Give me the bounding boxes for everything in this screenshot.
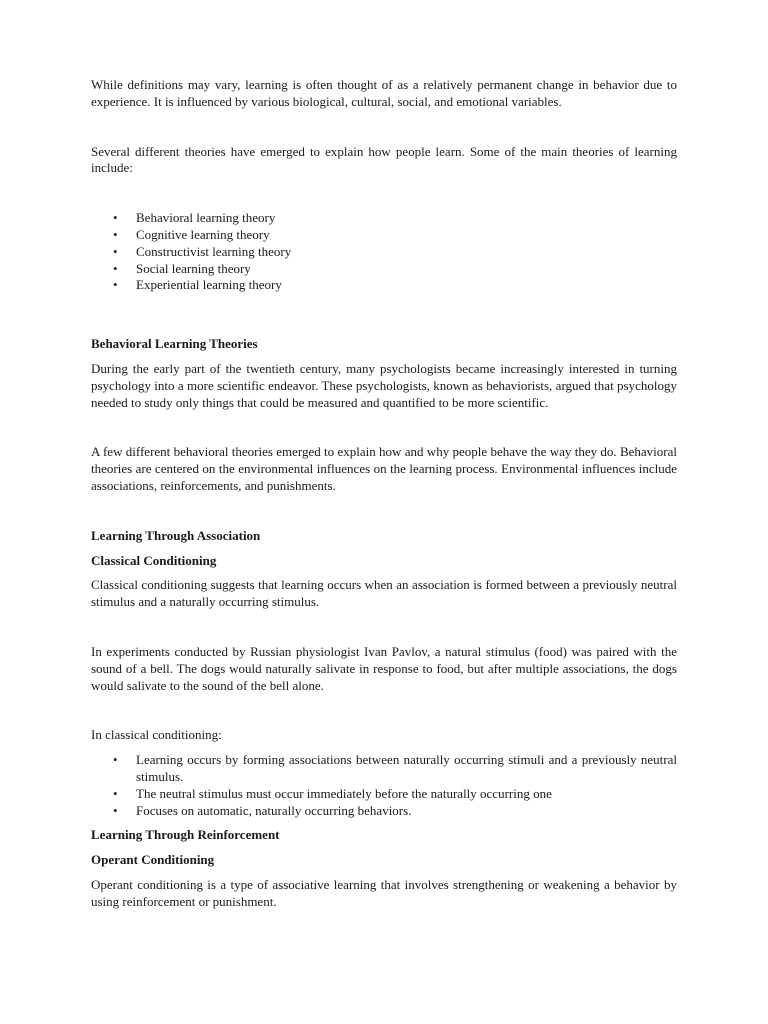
document-page <box>91 77 677 911</box>
bullet-icon: • <box>113 785 118 801</box>
list-item: • Constructivist learning theory <box>113 243 292 259</box>
bullet-icon: • <box>113 260 118 276</box>
list-item: • Focuses on automatic, naturally occurring behaviors. <box>113 802 412 818</box>
classical-conditioning-paragraph: Classical conditioning suggests that learning occurs when an association is formed between a previously neutral stimulus and a naturally occurring stimulus. <box>91 577 677 610</box>
classical-conditioning-heading: Classical Conditioning <box>91 552 217 568</box>
reinforcement-heading: Learning Through Reinforcement <box>91 827 280 843</box>
bullet-icon: • <box>113 277 118 293</box>
behavioral-paragraph: During the early part of the twentieth century, many psychologists became increasingly interested in turning psychology into a more scientific endeavor. These psychologists, known as behaviorists, argued that psychology needed to study only things that could be measured and quantified to be more scientific. <box>91 360 677 410</box>
theories-intro-paragraph: Several different theories have emerged to explain how people learn. Some of the main theories of learning include: <box>91 143 677 176</box>
list-item: • Learning occurs by forming associations between naturally occurring stimuli and a previously neutral stimulus. <box>113 752 677 784</box>
list-item: • Social learning theory <box>113 260 251 276</box>
bullet-icon: • <box>113 752 118 768</box>
bullet-icon: • <box>113 210 118 226</box>
list-item: • Experiential learning theory <box>113 277 282 293</box>
bullet-icon: • <box>113 243 118 259</box>
association-heading: Learning Through Association <box>91 527 261 543</box>
behavioral-heading: Behavioral Learning Theories <box>91 336 258 352</box>
behavioral-theories-paragraph: A few different behavioral theories emerged to explain how and why people behave the way they do. Behavioral theories are centered on the environmental influences on the learning process. Environmental influences include associations, reinforcements, and punishments. <box>91 444 677 493</box>
list-item: • Cognitive learning theory <box>113 226 270 242</box>
operant-conditioning-heading: Operant Conditioning <box>91 852 215 868</box>
operant-conditioning-paragraph: Operant conditioning is a type of associative learning that involves strengthening or weakening a behavior by using reinforcement or punishment. <box>91 876 677 909</box>
bullet-icon: • <box>113 802 118 818</box>
bullet-icon: • <box>113 226 118 242</box>
pavlov-paragraph: In experiments conducted by Russian physiologist Ivan Pavlov, a natural stimulus (food) was paired with the sound of a bell. The dogs would naturally salivate in response to food, but after multiple associations, the dogs would salivate to the sound of the bell alone. <box>91 643 677 693</box>
theories-list <box>91 210 677 294</box>
intro-paragraph: While definitions may vary, learning is often thought of as a relatively permanent change in behavior due to experience. It is influenced by various biological, cultural, social, and emotional variables. <box>91 77 677 109</box>
classical-conditioning-intro: In classical conditioning: <box>91 727 222 743</box>
list-item: • The neutral stimulus must occur immediately before the naturally occurring one <box>113 785 552 801</box>
list-item: • Behavioral learning theory <box>113 210 276 226</box>
classical-conditioning-list <box>91 752 677 819</box>
